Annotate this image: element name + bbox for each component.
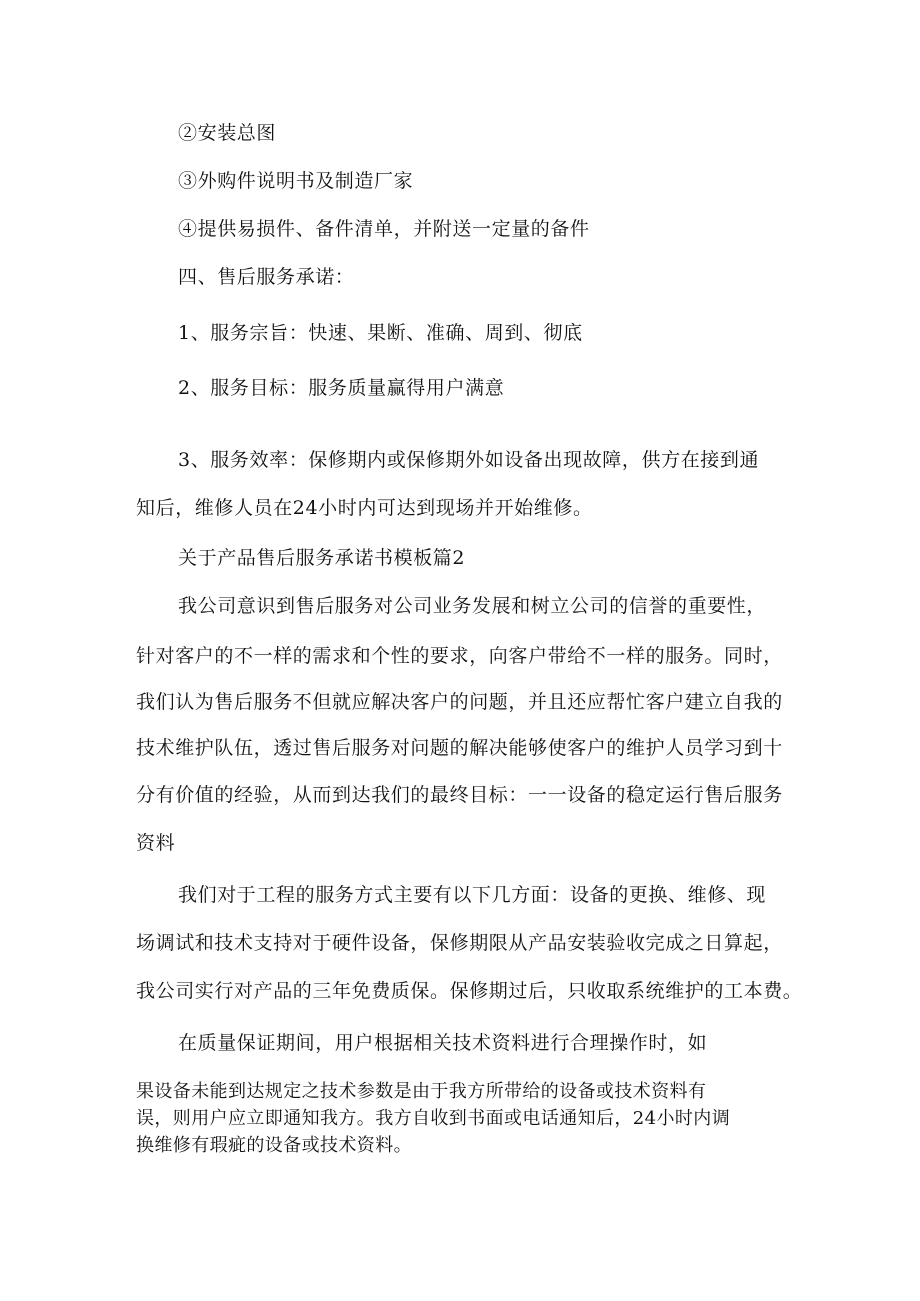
service-efficiency-line-2: 知后，维修人员在24小时内可达到现场并开始维修。 xyxy=(136,497,593,519)
paragraph-line: 换维修有瑕疵的设备或技术资料。 xyxy=(136,1135,412,1156)
paragraph-line: 在质量保证期间，用户根据相关技术资料进行合理操作时，如 xyxy=(178,1032,708,1054)
paragraph-line: 技术维护队伍，透过售后服务对问题的解决能够使客户的维护人员学习到十 xyxy=(136,737,783,759)
paragraph-line: 场调试和技术支持对于硬件设备，保修期限从产品安装验收完成之日算起， xyxy=(136,932,783,954)
service-tenet: 1、服务宗旨：快速、果断、准确、周到、彻底 xyxy=(178,322,583,344)
paragraph-line: 分有价值的经验，从而到达我们的最终目标：一一设备的稳定运行售后服务 xyxy=(136,784,783,806)
paragraph-line: 资料 xyxy=(136,832,176,854)
paragraph-line: 针对客户的不一样的需求和个性的要求，向客户带给不一样的服务。同时， xyxy=(136,645,783,667)
paragraph-line: 我们认为售后服务不但就应解决客户的问题，并且还应帮忙客户建立自我的 xyxy=(136,691,783,713)
paragraph-line: 我公司意识到售后服务对公司业务发展和树立公司的信誉的重要性， xyxy=(178,595,767,617)
paragraph-line: 误，则用户应立即通知我方。我方自收到书面或电话通知后，24小时内调 xyxy=(136,1108,731,1129)
template-title: 关于产品售后服务承诺书模板篇2 xyxy=(178,547,466,569)
paragraph-line: 我公司实行对产品的三年免费质保。保修期过后，只收取系统维护的工本费。 xyxy=(136,980,803,1002)
section-heading: 四、售后服务承诺： xyxy=(178,266,355,288)
service-goal: 2、服务目标：服务质量赢得用户满意 xyxy=(178,377,505,399)
list-item-install-drawing: ②安装总图 xyxy=(178,122,277,144)
list-item-manuals: ③外购件说明书及制造厂家 xyxy=(178,170,414,192)
list-item-spares: ④提供易损件、备件清单，并附送一定量的备件 xyxy=(178,218,590,240)
service-efficiency-line-1: 3、服务效率：保修期内或保修期外如设备出现故障，供方在接到通 xyxy=(178,449,760,471)
paragraph-line: 我们对于工程的服务方式主要有以下几方面：设备的更换、维修、现 xyxy=(178,884,767,906)
paragraph-line: 果设备未能到达规定之技术参数是由于我方所带给的设备或技术资料有 xyxy=(136,1081,707,1102)
